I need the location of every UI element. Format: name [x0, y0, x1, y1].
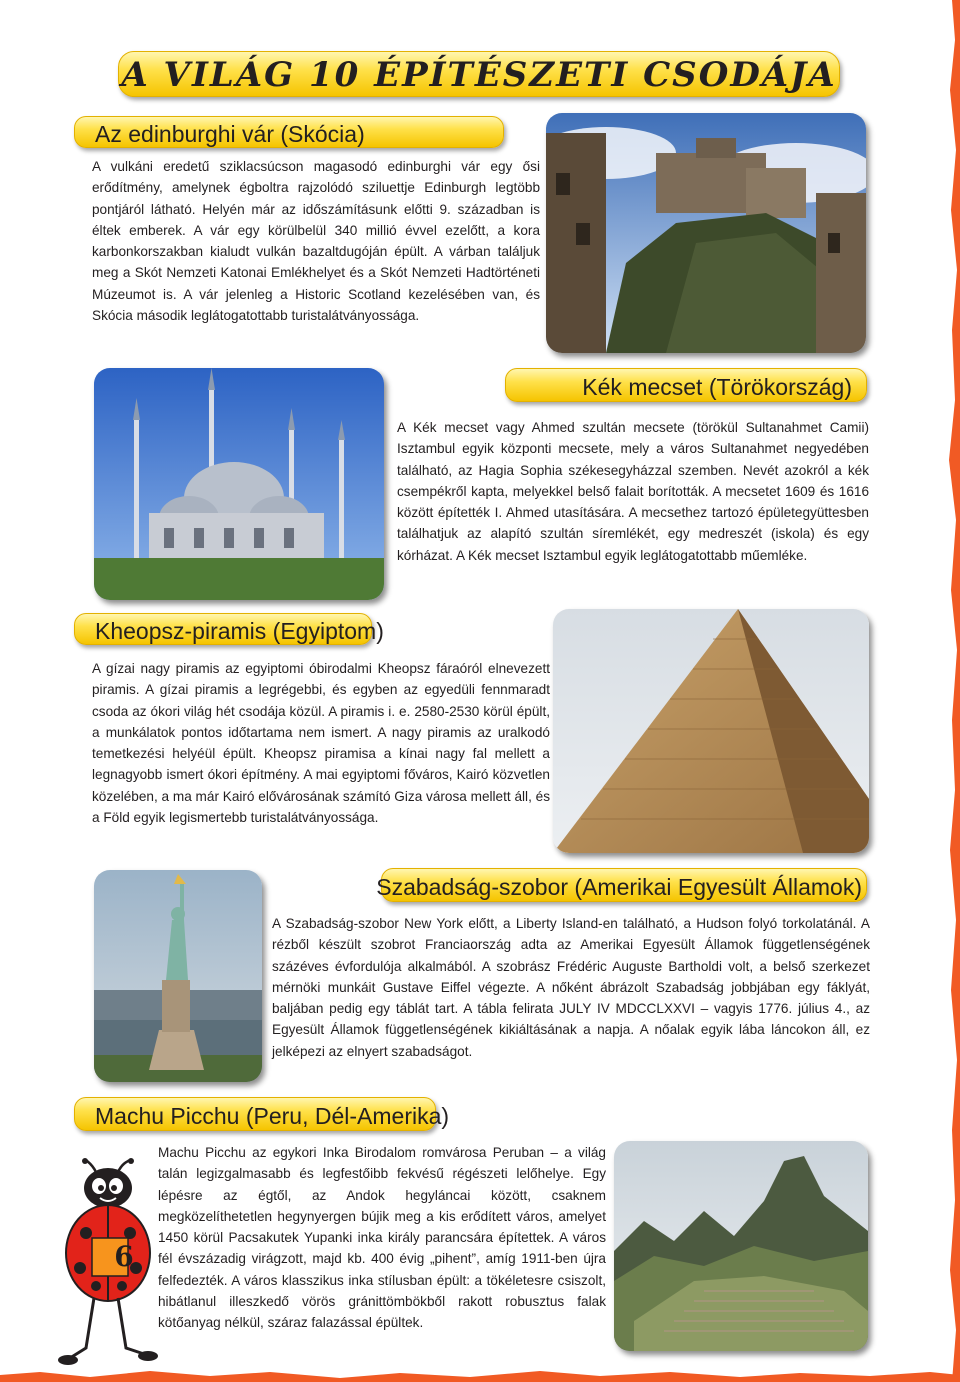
section-title-banner-szabadsag [376, 868, 867, 902]
statue-of-liberty-photo [94, 870, 262, 1082]
section-title-banner-machu-picchu [74, 1097, 450, 1131]
section-text-edinburgh: A vulkáni eredetű sziklacsúcson magasodó edinburghi vár egy ősi erődítmény, amelynek égboltra rajzolódó sziluettje Edinburgh legtöbb pontjáról látható. Helyén már az időszámításunk előtti 9. században is éltek emberek. A vár egy körülbelül 340 millió évvel ezelőtt, a kora karbonkorszakban kialudt vulkán bazaltdugóján épült. A várban találjuk meg a Skót Nemzeti Katonai Emlékhelyet és a Skót Nemzeti Hadtörténeti Múzeumot is. A vár jelenleg a Historic Scotland kezelésében van, és Skócia második leglátogatottabb turistalátványossága. [92, 159, 540, 324]
section-title-machu-picchu: Machu Picchu (Peru, Dél-Amerika) [95, 1103, 450, 1129]
page-number: 6 [114, 1240, 134, 1273]
section-text-kek-mecset: A Kék mecset vagy Ahmed szultán mecsete (törökül Sultanahmet Camii) Isztambul egyik központi mecsete, mely a város Sultanahmet negyedében található, az Hagia Sophia székesegyházzal szemben. Nevét azokról a kék csempékről kapta, melyekkel belső falait borították. A mecsetet 1609 és 1616 között építették I. Ahmed utasítására. A mecsethez tartozó épületegyüttesben találhatjuk az alapító szultán síremlékét, egy medreszét (iskola) és egy kórházat. A Kék mecset Isztambul egyik leglátogatottabb műemléke. [397, 420, 869, 563]
machu-picchu-photo [614, 1141, 868, 1351]
section-title-banner-kek-mecset [505, 368, 867, 402]
section-text-kheopsz: A gízai nagy piramis az egyiptomi óbirodalmi Kheopsz fáraóról elnevezett piramis. A gízai piramis a legrégebbi, és egyben az egyedüli fennmaradt csoda az ókori világ hét csodája közül. A piramis i. e. 2580-2530 körül épült, a munkálatok pontos időtartama nem ismert. A nagy piramis az uralkodó temetkezési helyéül épült. Kheopsz piramisa a kínai nagy fal mellett a legnagyobb ismert ókori építmény. A mai egyiptomi főváros, Kairó közvetlen közelében, a ma már Kairó elővárosának számító Giza városa mellett áll, és a Föld egyik legismertebb turistalátványossága. [92, 661, 550, 826]
section-text-machu-picchu: Machu Picchu az egykori Inka Birodalom romvárosa Peruban – a világ talán legizgalmasabb és legfestőibb fekvésű régészeti lelőhelye. Egy lépésre az égtől, az Andok hegyláncai között, csaknem megközelíthetetlen hegynyergen bújik meg a kis erődített város, amelyet 1450 körül Pacsakutek Yupanki inka király parancsára építettek. A város fél évszázadig virágzott, majd kb. 400 évig „pihent”, amíg 1911-ben újra felfedezték. A város klasszikus inka stílusban épült: a tökéletesre csiszolt, hibátlanul illeszkedő vörös gránittömbökből rakott robusztus falak kötőanyag nélkül, száraz falazással épültek. [158, 1145, 606, 1331]
main-title-banner [118, 51, 840, 97]
torn-edge-right [946, 0, 960, 1382]
section-title-banner-kheopsz [74, 613, 384, 645]
pyramid-photo [553, 609, 869, 853]
section-title-kek-mecset: Kék mecset (Törökország) [582, 374, 852, 400]
section-title-banner-edinburgh [74, 116, 504, 148]
section-title-edinburgh: Az edinburghi vár (Skócia) [95, 121, 365, 147]
section-title-szabadsag: Szabadság-szobor (Amerikai Egyesült Államok) [376, 874, 862, 900]
section-text-szabadsag: A Szabadság-szobor New York előtt, a Liberty Island-en található, a Hudson folyó torkolatánál. A rézből készült szobrot Franciaország adta az Amerikai Egyesült Államok függetlenségének százéves évfordulója alkalmából. A szobrász Frédéric Auguste Bartholdi volt, a belső szerkezet mérnöki munkáit Gustave Eiffel végezte. A nőként ábrázolt Szabadság jobbjában egy fáklyát, baljában pedig egy táblát tart. A tábla felirata JULY IV MDCCLXXVI – vagyis 1776. július 4., az Egyesült Államok függetlenségének kikiáltásának a napja. A nőalak egyik lába láncokon áll, ez jelképezi az elnyert szabadságot. [272, 916, 870, 1059]
torn-edge-bottom [0, 1366, 960, 1382]
section-title-kheopsz: Kheopsz-piramis (Egyiptom) [95, 618, 384, 644]
page-title: A VILÁG 10 ÉPÍTÉSZETI CSODÁJA [121, 55, 837, 95]
blue-mosque-photo [94, 368, 384, 600]
edinburgh-castle-photo [546, 113, 866, 353]
